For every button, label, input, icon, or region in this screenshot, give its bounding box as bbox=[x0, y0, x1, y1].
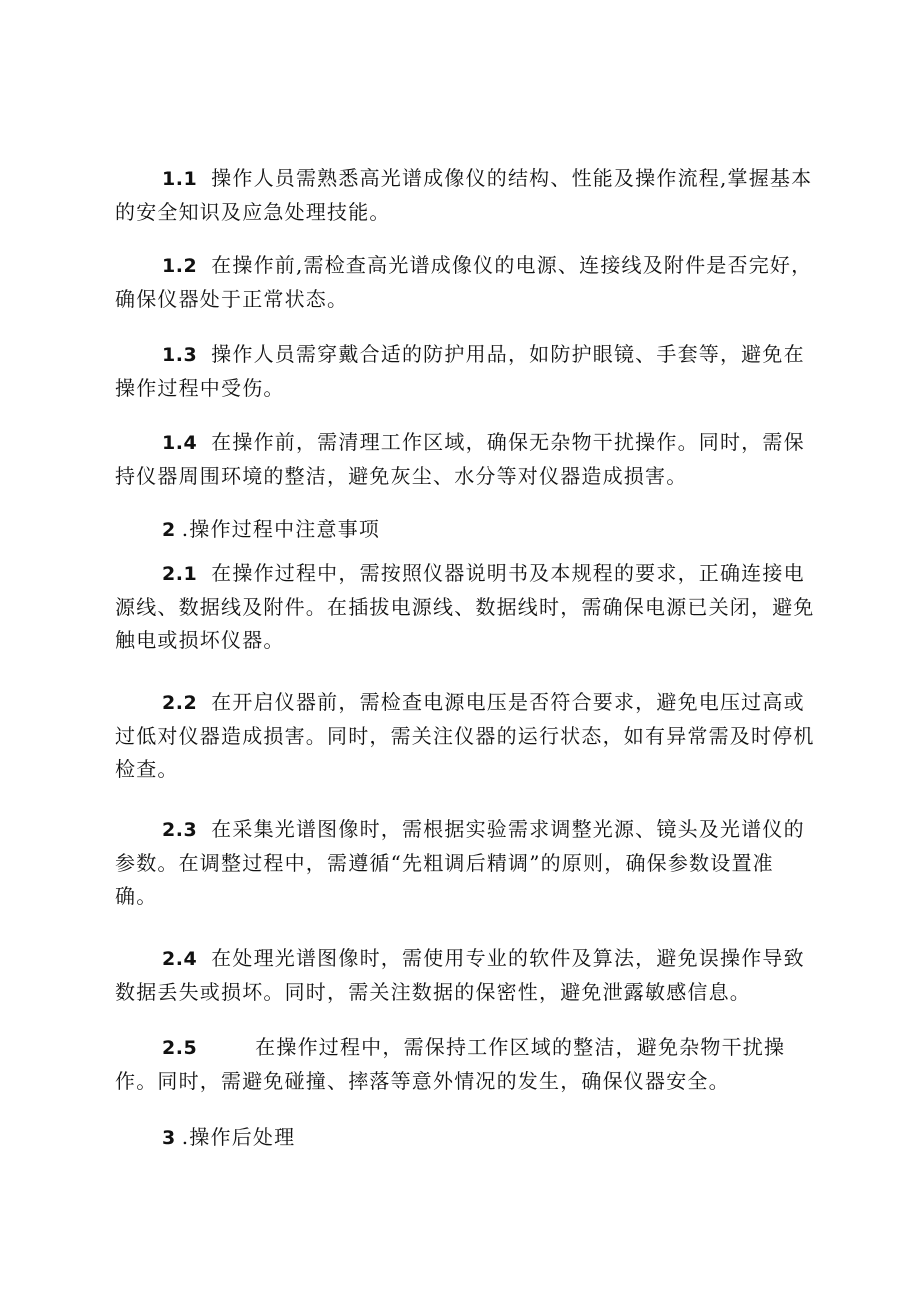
paragraph-number: 2.1 bbox=[162, 563, 198, 585]
section-heading-2 bbox=[162, 513, 380, 547]
paragraph-1-4 bbox=[115, 426, 815, 493]
paragraph-text: 在开启仪器前，需检查电源电压是否符合要求，避免电压过高或过低对仪器造成损害。同时，需关注仪器的运行状态，如有异常需及时停机检查。 bbox=[115, 690, 815, 781]
section-title: .操作后处理 bbox=[181, 1125, 296, 1149]
paragraph-text: 在操作过程中，需按照仪器说明书及本规程的要求，正确连接电源线、数据线及附件。在插拔电源线、数据线时，需确保电源已关闭，避免触电或损坏仪器。 bbox=[115, 561, 815, 652]
paragraph-1-3 bbox=[115, 338, 815, 405]
section-number: 2 bbox=[162, 519, 176, 541]
paragraph-2-1 bbox=[115, 557, 815, 657]
paragraph-number: 1.4 bbox=[162, 432, 198, 454]
paragraph-number: 2.3 bbox=[162, 819, 198, 841]
paragraph-text: 在处理光谱图像时，需使用专业的软件及算法，避免误操作导致数据丢失或损坏。同时，需关注数据的保密性，避免泄露敏感信息。 bbox=[115, 946, 805, 1004]
section-number: 3 bbox=[162, 1127, 176, 1149]
paragraph-text: 在采集光谱图像时，需根据实验需求调整光源、镜头及光谱仪的参数。在调整过程中，需遵循“先粗调后精调”的原则，确保参数设置准确。 bbox=[115, 817, 805, 908]
paragraph-2-5 bbox=[115, 1031, 815, 1098]
section-heading-3 bbox=[162, 1121, 295, 1155]
paragraph-text: 在操作过程中，需保持工作区域的整洁，避免杂物干扰操作。同时，需避免碰撞、摔落等意外情况的发生，确保仪器安全。 bbox=[115, 1035, 786, 1093]
paragraph-number: 1.2 bbox=[162, 255, 198, 277]
paragraph-text: 操作人员需熟悉高光谱成像仪的结构、性能及操作流程,掌握基本的安全知识及应急处理技能。 bbox=[115, 166, 813, 224]
paragraph-number: 2.5 bbox=[162, 1037, 198, 1059]
paragraph-number: 2.4 bbox=[162, 948, 198, 970]
paragraph-text: 在操作前，需清理工作区域，确保无杂物干扰操作。同时，需保持仪器周围环境的整洁，避免灰尘、水分等对仪器造成损害。 bbox=[115, 430, 805, 488]
paragraph-2-2 bbox=[115, 686, 815, 786]
paragraph-text: 在操作前,需检查高光谱成像仪的电源、连接线及附件是否完好，确保仪器处于正常状态。 bbox=[115, 253, 813, 311]
paragraph-number: 1.3 bbox=[162, 344, 198, 366]
paragraph-2-3 bbox=[115, 813, 815, 913]
paragraph-2-4 bbox=[115, 942, 815, 1009]
paragraph-1-2 bbox=[115, 249, 815, 316]
paragraph-number: 2.2 bbox=[162, 692, 198, 714]
paragraph-1-1 bbox=[115, 162, 815, 229]
section-title: .操作过程中注意事项 bbox=[181, 517, 381, 541]
paragraph-text: 操作人员需穿戴合适的防护用品，如防护眼镜、手套等，避免在操作过程中受伤。 bbox=[115, 342, 805, 400]
paragraph-number: 1.1 bbox=[162, 168, 198, 190]
